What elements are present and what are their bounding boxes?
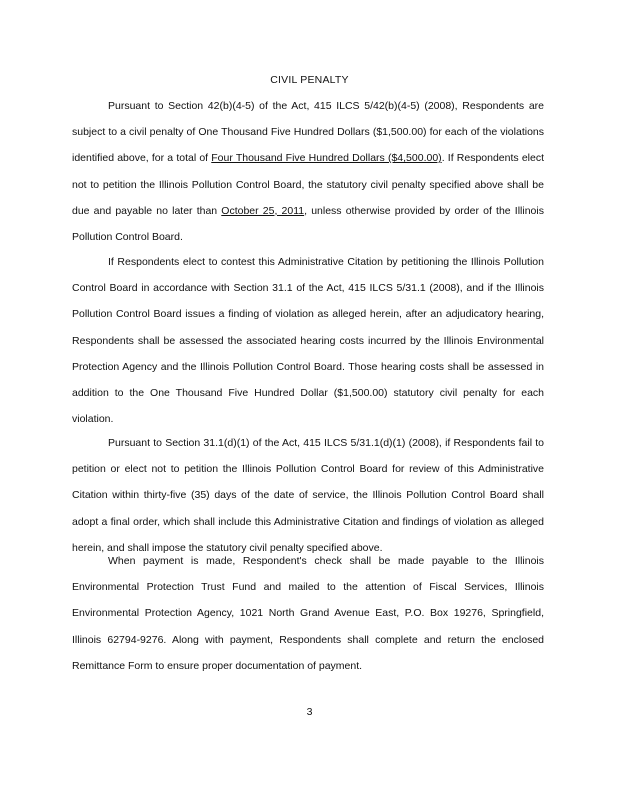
paragraph-contest-citation	[72, 249, 544, 432]
paragraph-payment-instructions	[72, 548, 544, 679]
p2-text: If Respondents elect to contest this Administrative Citation by petitioning the Illinois Pollution Control Board in accordance with Section 31.1 of the Act, 415 ILCS 5/31.1 (2008), and if the Illinois Pollution Control Board issues a finding of violation as alleged herein, after an adjudicatory hearing, Respondents shall be assessed the associated hearing costs incurred by the Illinois Environmental Protection Agency and the Illinois Pollution Control Board. Those hearing costs shall be assessed in addition to the One Thousand Five Hundred Dollar ($1,500.00) statutory civil penalty for each violation.	[72, 256, 544, 426]
due-date-underlined: October 25, 2011	[221, 204, 305, 217]
section-heading: CIVIL PENALTY	[270, 74, 349, 86]
penalty-total-underlined: Four Thousand Five Hundred Dollars ($4,500.00)	[211, 152, 442, 165]
page-number: 3	[306, 706, 313, 718]
p1-text-part2: . If Respondents elect not to petition the Illinois Pollution Control Board, the statutory civil penalty specified above shall be due and payable no later than	[72, 152, 544, 217]
p1-text-part1: Pursuant to Section 42(b)(4-5) of the Act, 415 ILCS 5/42(b)(4-5) (2008), Respondents are subject to a civil penalty of One Thousand Five Hundred Dollars ($1,500.00) for each of the violations identified above, for a total of	[72, 100, 544, 165]
p3-text: Pursuant to Section 31.1(d)(1) of the Act, 415 ILCS 5/31.1(d)(1) (2008), if Respondents fail to petition or elect not to petition the Illinois Pollution Control Board for review of this Administrative Citation within thirty-five (35) days of the date of service, the Illinois Pollution Control Board shall adopt a final order, which shall include this Administrative Citation and findings of violation as alleged herein, and shall impose the statutory civil penalty specified above.	[72, 437, 544, 554]
p4-text: When payment is made, Respondent's check shall be made payable to the Illinois Environmental Protection Trust Fund and mailed to the attention of Fiscal Services, Illinois Environmental Protection Agency, 1021 North Grand Avenue East, P.O. Box 19276, Springfield, Illinois 62794-9276. Along with payment, Respondents shall complete and return the enclosed Remittance Form to ensure proper documentation of payment.	[72, 555, 544, 672]
paragraph-final-order	[72, 430, 544, 561]
paragraph-penalty-amount	[72, 93, 544, 250]
p1-text-part3: , unless otherwise provided by order of the Illinois Pollution Control Board.	[72, 204, 544, 244]
